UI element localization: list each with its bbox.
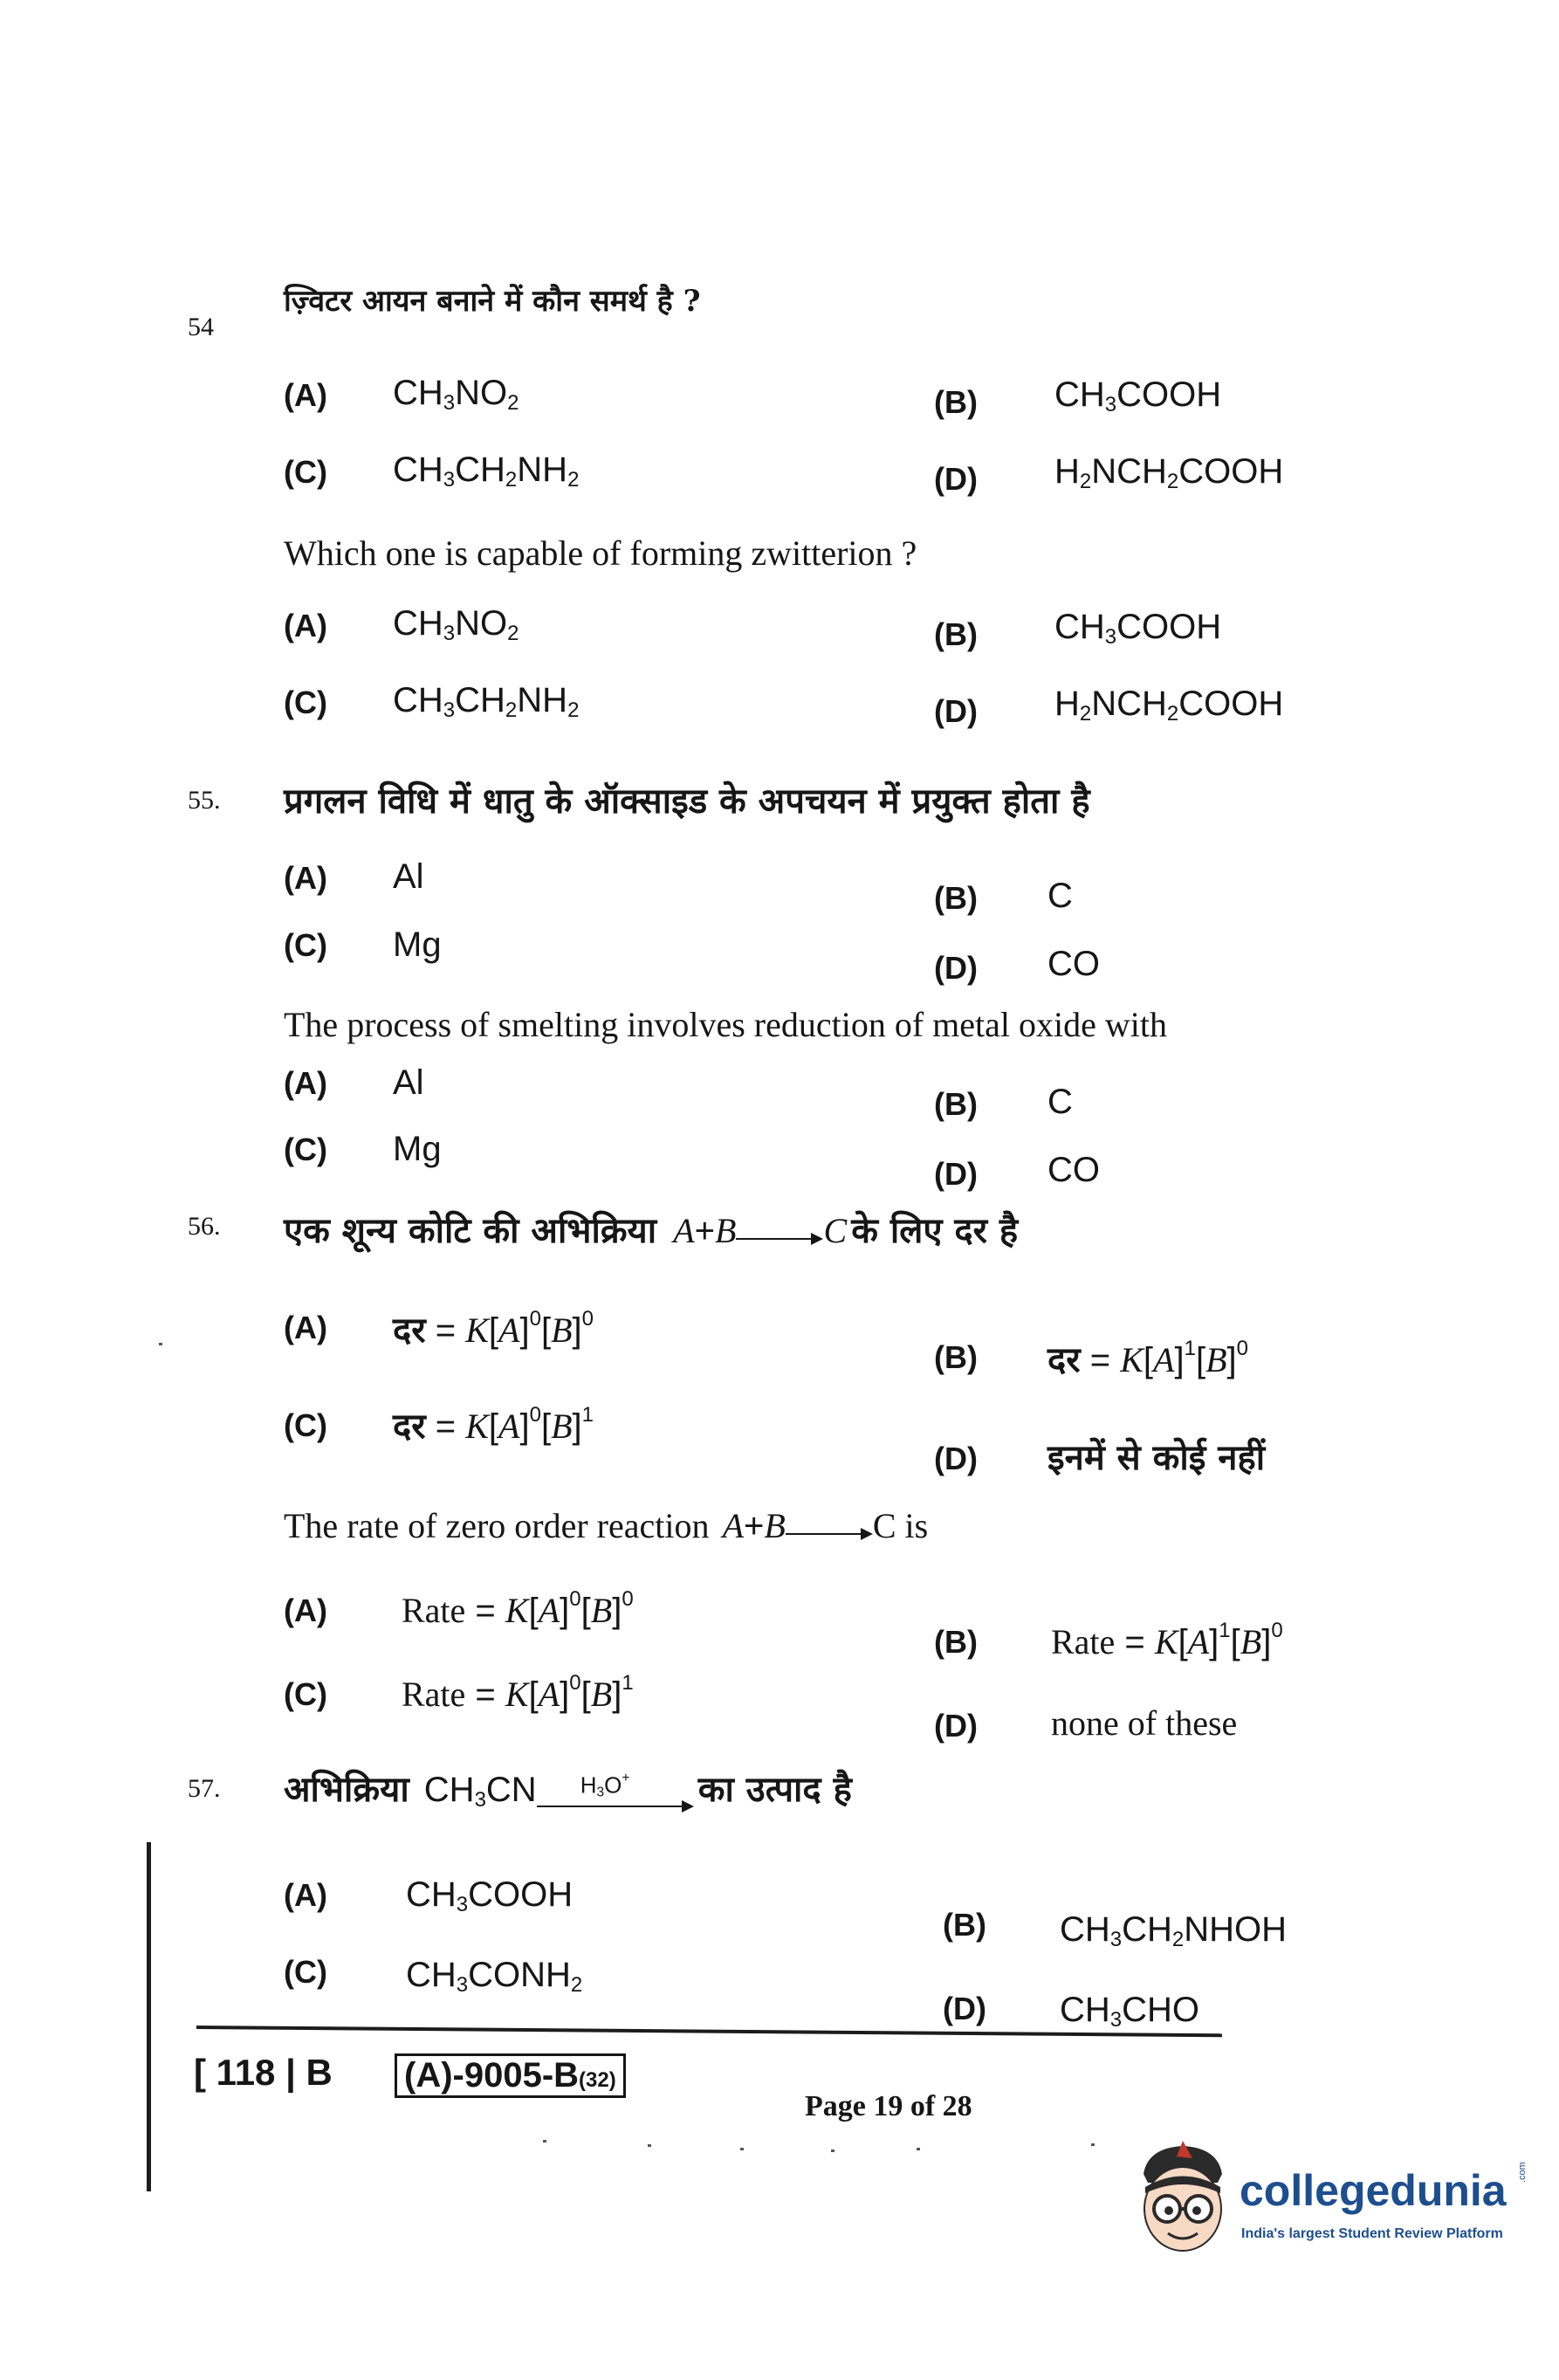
q56-number: 56. xyxy=(188,1212,221,1241)
q56-stem-hindi: एक शून्य कोटि की अभिक्रिया A+B C के लिए दर है xyxy=(284,1210,1019,1251)
q56-en-label-c: (C) xyxy=(284,1676,327,1712)
q55-hi-option-d: CO xyxy=(1047,945,1100,983)
scan-speck xyxy=(831,2150,834,2152)
q56-stem-hindi-text: एक शून्य कोटि की अभिक्रिया xyxy=(284,1210,657,1251)
footer-page-number: Page 19 of 28 xyxy=(805,2090,972,2122)
mascot-icon xyxy=(1135,2139,1231,2261)
q56-stem-english-tail: C is xyxy=(872,1506,929,1545)
q54-hi-option-a: $CH_3NO_2$ xyxy=(393,374,519,415)
q57-label-a: (A) xyxy=(284,1877,327,1913)
q57-option-d: $CH_3CHO$ xyxy=(1060,1991,1200,2032)
q54-hi-label-d: (D) xyxy=(934,461,978,497)
logo-wordmark: collegedunia xyxy=(1240,2166,1507,2215)
q54-en-label-a: (A) xyxy=(284,608,327,643)
q55-hi-label-a: (A) xyxy=(284,860,327,896)
q55-en-option-a: Al xyxy=(393,1063,424,1102)
q57-number: 57. xyxy=(188,1774,221,1803)
q56-en-option-a: Rate = $K[A]^0[B]^0$ xyxy=(402,1587,634,1631)
q55-en-label-d: (D) xyxy=(934,1156,978,1192)
q57-option-a: $CH_3COOH$ xyxy=(406,1875,573,1916)
scan-speck xyxy=(159,1343,162,1345)
q56-hi-option-d: इनमें से कोई नहीं xyxy=(1047,1437,1266,1478)
q56-hi-label-a: (A) xyxy=(284,1310,327,1345)
q57-stem-text: अभिक्रिया xyxy=(284,1769,409,1810)
q55-stem-hindi: प्रगलन विधि में धातु के ऑक्साइड के अपचयन में प्रयुक्त होता है xyxy=(284,781,1090,822)
q55-hi-label-c: (C) xyxy=(284,927,327,963)
q54-number: 54 xyxy=(188,313,214,341)
scan-speck xyxy=(917,2148,920,2150)
q55-en-option-c: Mg xyxy=(393,1130,442,1168)
q55-en-label-a: (A) xyxy=(284,1065,327,1101)
scan-speck xyxy=(543,2140,546,2143)
q55-en-option-d: CO xyxy=(1047,1151,1100,1189)
q54-en-label-c: (C) xyxy=(284,684,327,720)
q54-hi-label-b: (B) xyxy=(934,384,978,420)
q56-en-label-b: (B) xyxy=(934,1624,978,1660)
q54-hi-label-a: (A) xyxy=(284,377,327,413)
q56-hi-option-b: दर = $K[A]^1[B]^0$ xyxy=(1047,1336,1248,1379)
q56-hi-option-c: दर = $K[A]^0[B]^1$ xyxy=(393,1402,594,1446)
q54-en-label-b: (B) xyxy=(934,616,978,652)
logo-tagline: India's largest Student Review Platform xyxy=(1241,2226,1503,2241)
q56-hi-label-d: (D) xyxy=(934,1441,978,1476)
q57-option-b: $CH_3CH_2NHOH$ xyxy=(1060,1910,1288,1951)
footer-paper-id: (A)-9005-B(32) xyxy=(395,2053,626,2098)
q54-en-option-c: $CH_3CH_2NH_2$ xyxy=(393,681,580,722)
logo-com: .com xyxy=(1517,2162,1528,2183)
scan-speck xyxy=(648,2144,651,2147)
q54-en-label-d: (D) xyxy=(934,693,978,729)
q54-hi-option-b: $CH_3COOH$ xyxy=(1054,375,1222,416)
reaction-arrow-icon xyxy=(736,1230,823,1248)
q55-hi-label-b: (B) xyxy=(934,880,978,916)
q56-hi-label-c: (C) xyxy=(284,1407,327,1443)
q56-en-option-d: none of these xyxy=(1051,1703,1238,1743)
q55-hi-label-d: (D) xyxy=(934,950,978,986)
q56-stem-hindi-tail: के लिए दर है xyxy=(851,1210,1019,1251)
margin-rule xyxy=(147,1842,151,2191)
q54-hi-label-c: (C) xyxy=(284,454,327,490)
q55-hi-option-b: C xyxy=(1047,877,1073,915)
q57-label-c: (C) xyxy=(284,1954,327,1990)
q54-hi-option-c: $CH_3CH_2NH_2$ xyxy=(393,451,580,492)
q54-stem-hindi: ज़्विटर आयन बनाने में कौन समर्थ है ? xyxy=(284,284,701,319)
q57-option-c: $CH_3CONH_2$ xyxy=(406,1956,583,1997)
q55-hi-option-a: Al xyxy=(393,857,424,896)
q54-stem-english: Which one is capable of forming zwitterion ? xyxy=(284,533,917,573)
q55-en-option-b: C xyxy=(1047,1083,1073,1121)
q57-label-b: (B) xyxy=(943,1907,986,1943)
q57-label-d: (D) xyxy=(943,1991,986,2026)
q55-stem-english: The process of smelting involves reduction of metal oxide with xyxy=(284,1005,1167,1044)
q54-hi-option-d: $H_2NCH_2COOH$ xyxy=(1054,452,1284,493)
q55-number: 55. xyxy=(188,786,221,815)
q57-stem-tail: का उत्पाद है xyxy=(697,1769,852,1810)
footer-code: [ 118 | B xyxy=(194,2052,333,2093)
q56-hi-label-b: (B) xyxy=(934,1339,978,1375)
q56-hi-option-a: दर = $K[A]^0[B]^0$ xyxy=(393,1306,594,1350)
q55-en-label-b: (B) xyxy=(934,1086,978,1122)
reaction-arrow-icon xyxy=(786,1525,873,1543)
q54-en-option-b: $CH_3COOH$ xyxy=(1054,608,1222,649)
q56-en-option-c: Rate = $K[A]^0[B]^1$ xyxy=(402,1671,634,1715)
q57-stem: अभिक्रिया $CH_3CN$ $H_3O^+$ का उत्पाद है xyxy=(284,1764,852,1819)
q56-stem-english: The rate of zero order reaction A+B C is xyxy=(284,1506,929,1545)
q54-en-option-d: $H_2NCH_2COOH$ xyxy=(1054,684,1284,726)
q56-en-label-d: (D) xyxy=(934,1708,978,1744)
q56-en-option-b: Rate = $K[A]^1[B]^0$ xyxy=(1051,1619,1283,1662)
q55-hi-option-c: Mg xyxy=(393,925,442,964)
q54-en-option-a: $CH_3NO_2$ xyxy=(393,604,519,645)
collegedunia-logo xyxy=(1135,2130,1536,2279)
q56-stem-english-text: The rate of zero order reaction xyxy=(284,1506,710,1545)
scan-speck xyxy=(740,2148,744,2150)
scan-speck xyxy=(1091,2143,1095,2146)
q56-en-label-a: (A) xyxy=(284,1592,327,1628)
q55-en-label-c: (C) xyxy=(284,1132,327,1167)
reaction-arrow-icon: $H_3O^+$ xyxy=(537,1776,694,1819)
